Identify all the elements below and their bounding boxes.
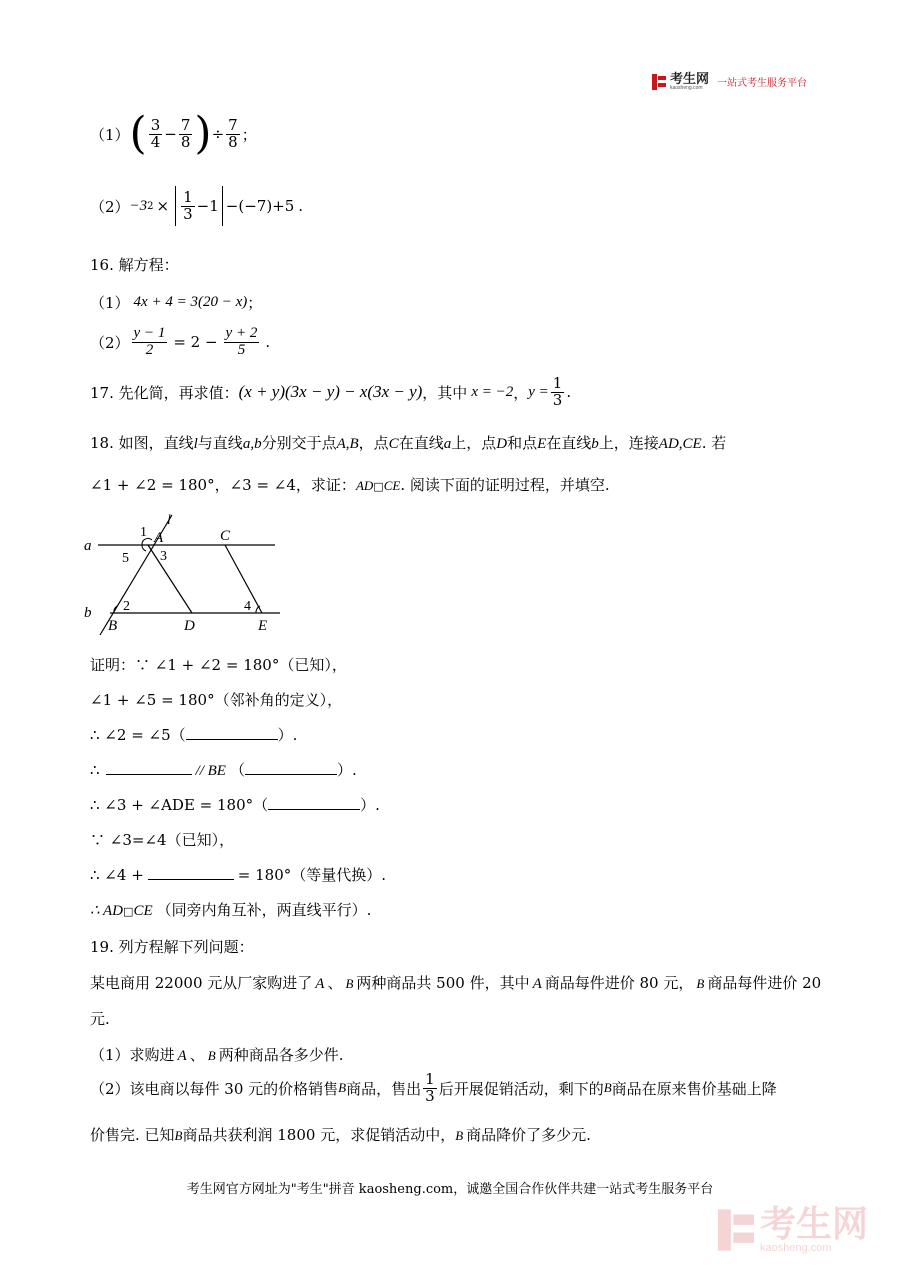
fraction-num: 1 [552, 374, 563, 392]
text: 上，点 [451, 434, 497, 452]
fraction-num: y − 1 [133, 325, 166, 341]
open-paren: ( [129, 108, 147, 159]
label-A: A [154, 530, 164, 546]
proof-statement: ∴ [90, 761, 100, 779]
q18-line2 [90, 474, 610, 495]
fraction-den: 8 [180, 132, 191, 151]
proof-line-5 [90, 794, 380, 815]
proof-statement: ∠1 + ∠5 = 180° [90, 691, 215, 709]
q19-para1 [90, 972, 821, 993]
q17 [90, 376, 571, 409]
parallel-symbol: □ [123, 905, 134, 918]
text: 商品，售出 [346, 1079, 422, 1098]
proof-reason: ）. [277, 726, 298, 744]
fraction [179, 115, 193, 151]
proof-line-3 [90, 724, 297, 745]
fraction [181, 187, 195, 223]
proof-statement: ∵ ∠3=∠4 [90, 831, 167, 849]
end-mark: . [265, 333, 271, 352]
text: 商品每件进价 80 元， [544, 974, 694, 992]
fraction-den: 5 [237, 341, 246, 358]
text: 商品降价了多少元. [466, 1126, 591, 1144]
text: . 阅读下面的证明过程，并填空. [400, 476, 610, 494]
text: ，点 [358, 434, 389, 452]
angle-label-2: 2 [123, 599, 130, 614]
fraction [423, 1072, 437, 1105]
angle-label-5: 5 [122, 551, 129, 566]
fraction [132, 326, 168, 359]
proof-reason: （同旁内角互补，两直线平行）. [156, 901, 372, 919]
text: 后开展促销活动，剩下的 [438, 1079, 604, 1098]
segment-AD [148, 545, 192, 613]
fraction-den: 8 [228, 132, 238, 151]
q15-part2 [90, 186, 303, 226]
fraction-den: 3 [552, 390, 563, 409]
math: ∠1 + ∠2 = 180° [90, 476, 215, 494]
proof-reason: （ [253, 796, 269, 814]
text: ，求证： [295, 476, 356, 494]
q16-part2 [90, 326, 270, 359]
text: ， [214, 476, 230, 494]
q15-part1 [90, 108, 257, 159]
proof-line-1 [90, 654, 347, 675]
proof-reason: （ [229, 761, 245, 779]
angle-label-1: 1 [140, 525, 147, 540]
proof-statement: = 180° [237, 866, 292, 884]
end-mark: ； [241, 125, 257, 144]
text: 两种商品共 500 件，其中 [356, 974, 530, 992]
q19-title: 19. 列方程解下列问题： [90, 938, 254, 956]
label-C: C [220, 528, 231, 544]
math: A [532, 976, 542, 992]
close-paren: ) [194, 108, 212, 159]
proof-line-7 [90, 864, 386, 885]
label-b: b [84, 605, 92, 621]
answer-blank[interactable] [148, 865, 234, 880]
text: 某电商用 22000 元从厂家购进了 [90, 974, 313, 992]
proof-statement: ∴ ∠3 + ∠ADE = 180° [90, 796, 254, 814]
fraction-num: y + 2 [225, 325, 258, 341]
fraction-num: 7 [228, 115, 238, 134]
proof-reason: ）. [336, 761, 357, 779]
q19-part2-cont [90, 1124, 591, 1145]
proof-statement: // BE [195, 763, 226, 779]
label-B: B [108, 618, 118, 634]
math: CE [383, 478, 401, 493]
math: AD,CE [658, 436, 702, 452]
proof-line-2 [90, 689, 342, 710]
q17-sep: ， [513, 383, 529, 402]
label-l: l [167, 513, 171, 528]
q17-text: 17. 先化简，再求值： [90, 383, 239, 402]
abs-bar-right [222, 186, 223, 226]
q15-p2-label: （2） [90, 197, 130, 216]
page-footer: 考生网官方网址为"考生"拼音 kaosheng.com，诚邀全国合作伙伴共建一站式考生服务平台 [186, 1182, 714, 1197]
q18-line1 [90, 432, 726, 453]
math: A,B [336, 436, 359, 452]
text: 在直线 [546, 434, 592, 452]
answer-blank[interactable] [245, 760, 337, 775]
proof-reason: （ [170, 726, 186, 744]
logo-sub: kaosheng.com [670, 85, 703, 91]
q16-part1 [90, 292, 262, 313]
math: B [455, 1128, 464, 1143]
fraction-den: 4 [150, 132, 161, 151]
fraction-num: 1 [183, 187, 193, 206]
logo-mark-icon [652, 74, 666, 90]
q19-part2 [90, 1072, 777, 1105]
math: B [207, 1048, 216, 1063]
text: 和点 [507, 434, 538, 452]
fraction [551, 376, 565, 409]
times: × [156, 197, 170, 215]
fraction-den: 2 [145, 341, 154, 358]
proof-statement: ∴ ∠4 + [90, 866, 144, 884]
math: B [696, 976, 705, 991]
angle-label-4: 4 [244, 599, 251, 614]
math: B [338, 1080, 347, 1096]
answer-blank[interactable] [106, 760, 192, 775]
math: B [174, 1128, 183, 1143]
proof-line-6 [90, 829, 234, 850]
fraction-den: 3 [183, 204, 193, 223]
q16-p1-label: （1） [90, 294, 130, 312]
math: A [315, 976, 325, 992]
header-logo [652, 72, 807, 91]
proof-reason: （已知）， [279, 656, 347, 674]
math: C [388, 436, 399, 452]
text: （1）求购进 [90, 1046, 175, 1064]
label-E: E [258, 618, 268, 634]
text: 18. 如图，直线 [90, 434, 194, 452]
term: = 2 − [173, 333, 218, 352]
end-mark: . [566, 383, 572, 402]
math: A [177, 1048, 187, 1064]
q15-p1-label: （1） [90, 125, 130, 144]
proof-statement: 证明：∵ ∠1 + ∠2 = 180° [90, 656, 280, 674]
math: ∠3 = ∠4 [229, 476, 296, 494]
q16-title: 16. 解方程： [90, 256, 179, 274]
math: a [443, 436, 452, 452]
watermark [718, 1203, 869, 1254]
text: 、 [189, 1046, 205, 1064]
q17-y: y = [528, 383, 549, 400]
watermark-sub: kaosheng.com [760, 1242, 832, 1254]
q16-p2-label: （2） [90, 333, 130, 352]
math: D [496, 436, 508, 452]
text: 商品共获利润 1800 元，求促销活动中， [182, 1126, 456, 1144]
text: . 若 [701, 434, 727, 452]
q18-figure [80, 510, 290, 640]
text: 价售完. 已知 [90, 1126, 175, 1144]
label-a: a [84, 538, 92, 554]
text: 商品在原来售价基础上降 [611, 1079, 777, 1098]
term: −1 [196, 197, 219, 215]
text: 上，连接 [598, 434, 659, 452]
q17-cond: ，其中 [422, 383, 468, 402]
text: 、 [327, 974, 343, 992]
header-slogan: 一站式考生服务平台 [717, 78, 808, 89]
exponent: 2 [147, 200, 154, 212]
fraction [224, 326, 260, 359]
fraction-num: 7 [180, 115, 191, 134]
answer-blank[interactable] [268, 795, 360, 810]
angle-arc [142, 545, 146, 551]
fraction-num: 3 [150, 115, 161, 134]
q17-x: x = −2 [471, 383, 514, 400]
divide: ÷ [211, 125, 225, 143]
math: a,b [242, 436, 262, 452]
watermark-text: 考生网 [760, 1203, 869, 1244]
proof-statement: ∴ AD [90, 903, 124, 919]
fraction [226, 115, 240, 151]
parallel-symbol: □ [373, 480, 384, 493]
math: AD [355, 478, 374, 493]
abs-bar-left [175, 186, 176, 226]
fraction-num: 1 [425, 1070, 435, 1088]
proof-reason: （已知）， [166, 831, 235, 849]
math: b [591, 436, 599, 452]
text: （2）该电商以每件 30 元的价格销售 [90, 1079, 339, 1098]
proof-reason: （邻补角的定义）， [214, 691, 343, 709]
text: 分别交于点 [261, 434, 337, 452]
logo-text: 考生网 [670, 71, 710, 86]
angle-label-3: 3 [160, 549, 167, 564]
minus: − [164, 125, 177, 143]
math: l [193, 436, 198, 452]
watermark-logo-icon [718, 1208, 754, 1252]
q19-part1 [90, 1044, 343, 1065]
text: 两种商品各多少件. [218, 1046, 344, 1064]
proof-line-4 [90, 759, 357, 780]
fraction [149, 115, 163, 151]
end-mark: . [298, 197, 304, 215]
equation: 4x + 4 = 3(20 − x) [133, 294, 248, 310]
text: 与直线 [197, 434, 243, 452]
proof-line-8 [90, 899, 371, 920]
q19-para1-cont: 元. [90, 1010, 110, 1028]
q17-expr: (x + y)(3x − y) − x(3x − y) [238, 382, 423, 402]
text: 在直线 [398, 434, 444, 452]
term: −(−7)+5 [225, 197, 295, 215]
math: B [603, 1080, 612, 1096]
proof-reason: ）. [360, 796, 380, 814]
text: 商品每件进价 20 [707, 974, 822, 992]
fraction-den: 3 [425, 1086, 435, 1105]
proof-reason: （等量代换）. [291, 866, 387, 884]
proof-statement: CE [133, 903, 153, 919]
answer-blank[interactable] [186, 725, 278, 740]
math: B [345, 976, 354, 991]
math: E [537, 436, 547, 452]
label-D: D [184, 618, 195, 634]
end-mark: ； [247, 294, 263, 312]
proof-statement: ∴ ∠2 = ∠5 [90, 726, 171, 744]
term: −3 [129, 197, 148, 214]
